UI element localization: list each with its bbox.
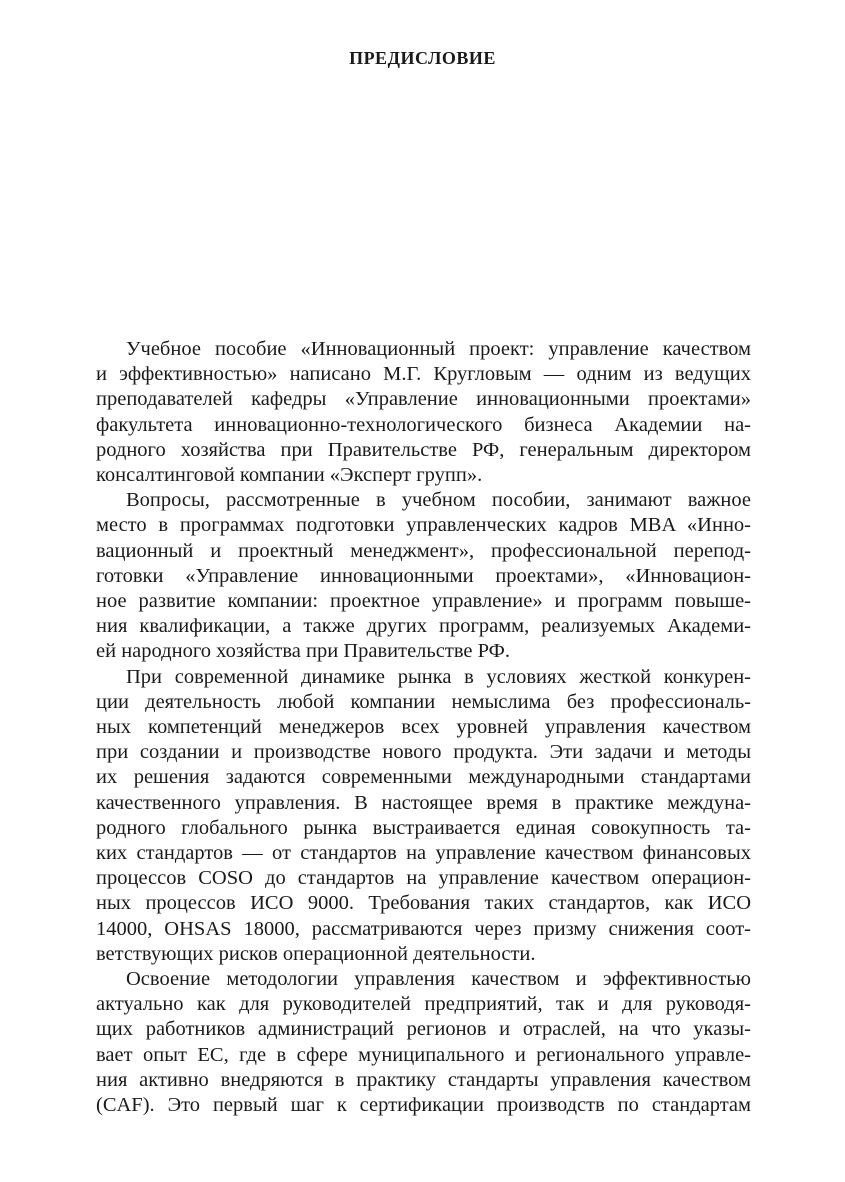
text-line: ных компетенций менеджеров всех уровней управления качеством [96,716,751,739]
text-line: вационный и проектный менеджмент», профессиональной перепод- [96,539,751,562]
text-line: актуально как для руководителей предприятий, так и для руководя- [96,993,751,1016]
text-line: родного хозяйства при Правительстве РФ, генеральным директором [96,438,751,461]
paragraph-3 [96,665,751,967]
text-line: готовки «Управление инновационными проектами», «Инновацион- [96,564,751,587]
text-line: и эффективностью» написано М.Г. Кругловым — одним из ведущих [96,363,751,386]
text-line: их решения задаются современными международными стандартами [96,766,751,789]
text-line: вает опыт ЕС, где в сфере муниципального и регионального управле- [96,1043,751,1066]
text-line: преподавателей кафедры «Управление инновационными проектами» [96,388,751,411]
text-line: Вопросы, рассмотренные в учебном пособии, занимают важное [126,489,751,512]
text-line: ветствующих рисков операционной деятельности. [96,942,536,965]
text-line: место в программах подготовки управленческих кадров MBA «Инно- [96,514,751,537]
text-line: ции деятельность любой компании немыслима без профессиональ- [96,690,751,713]
text-line: родного глобального рынка выстраивается единая совокупность та- [96,816,751,839]
text-line: факультета инновационно-технологического бизнеса Академии на- [96,413,751,436]
paragraph-1 [96,337,751,488]
text-line: Учебное пособие «Инновационный проект: управление качеством [126,338,751,360]
body-text [96,337,751,1118]
paragraph-4 [96,967,751,1118]
text-line: ных процессов ИСО 9000. Требования таких стандартов, как ИСО [96,892,751,915]
text-line: ния квалификации, а также других программ, реализуемых Академи- [96,615,751,638]
text-line: При современной динамике рынка в условиях жесткой конкурен- [126,665,751,688]
text-line: ких стандартов — от стандартов на управление качеством финансовых [96,842,751,865]
text-line: (CAF). Это первый шаг к сертификации производств по стандартам [96,1094,751,1117]
text-line: 14000, OHSAS 18000, рассматриваются через призму снижения соот- [96,917,751,940]
text-line: при создании и производстве нового продукта. Эти задачи и методы [96,741,751,764]
text-line: ей народного хозяйства при Правительстве РФ. [96,640,510,663]
text-line: ния активно внедряются в практику стандарты управления качеством [96,1068,751,1091]
text-line: консалтинговой компании «Эксперт групп». [96,464,483,487]
text-line: щих работников администраций регионов и отраслей, на что указы- [96,1018,751,1041]
text-line: процессов COSO до стандартов на управление качеством операцион- [96,867,751,890]
text-line: ное развитие компании: проектное управление» и программ повыше- [96,590,751,613]
text-line: Освоение методологии управления качеством и эффективностью [126,968,751,991]
text-line: качественного управления. В настоящее время в практике междуна- [96,791,751,814]
paragraph-2 [96,488,751,664]
page-title: ПРЕДИСЛОВИЕ [349,48,496,68]
